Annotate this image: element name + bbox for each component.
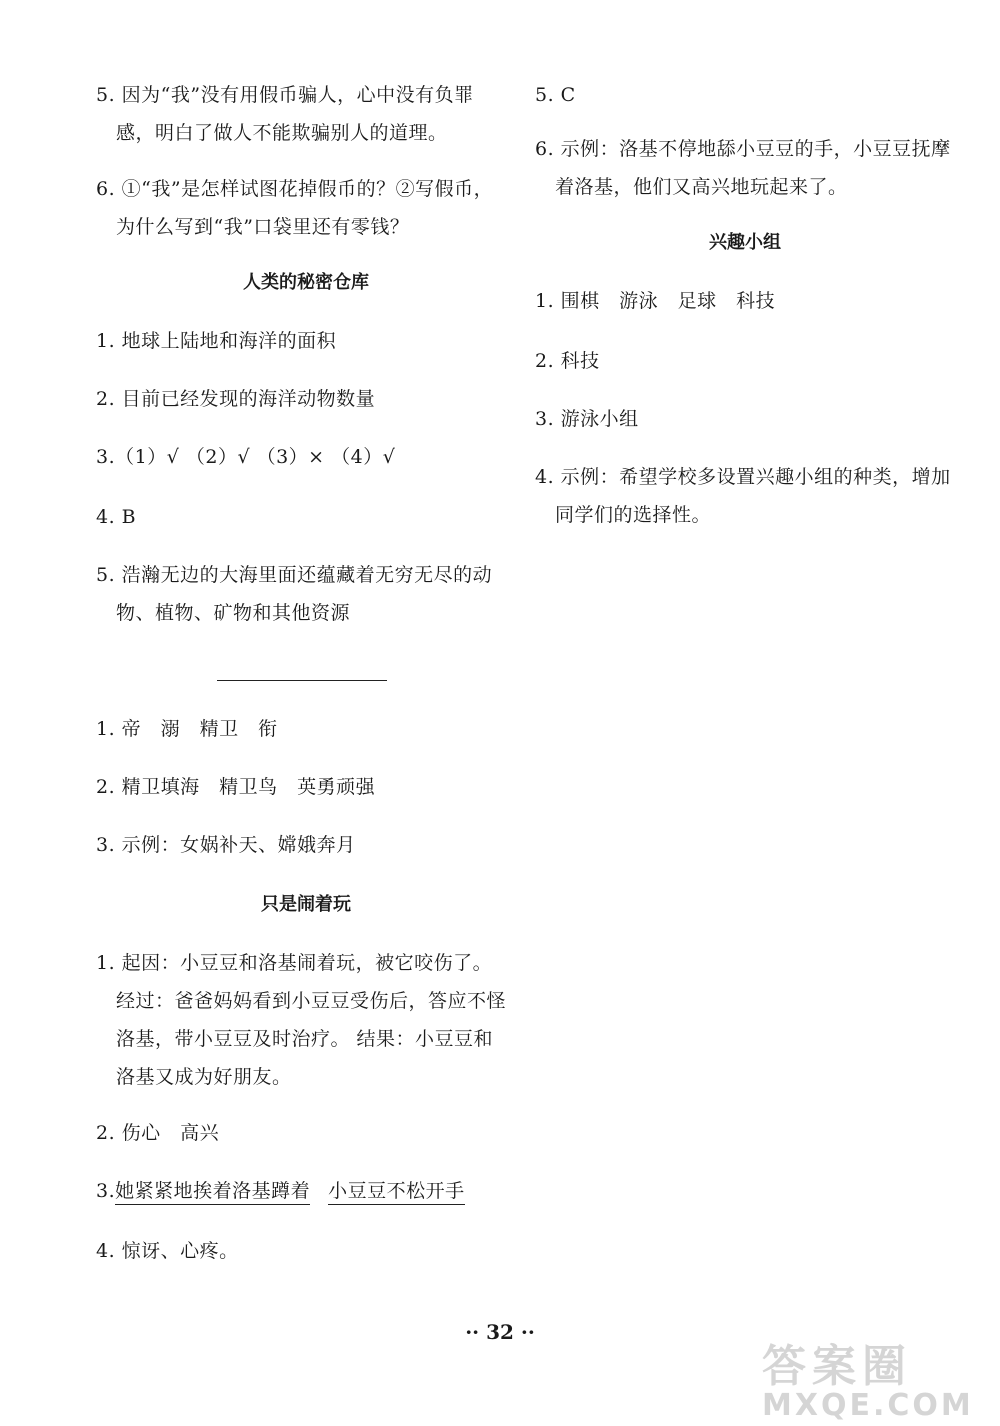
answer-line: 同学们的选择性。	[555, 504, 712, 526]
answer-line: 经过：爸爸妈妈看到小豆豆受伤后，答应不怪	[116, 990, 507, 1012]
answer-item: 1. 地球上陆地和海洋的面积	[96, 330, 337, 352]
answer-line: 5. 因为“我”没有用假币骗人，心中没有负罪	[96, 84, 474, 106]
answer-line: 感，明白了做人不能欺骗别人的道理。	[116, 122, 448, 144]
underlined-answer: 小豆豆不松开手	[328, 1180, 465, 1205]
answer-line: 洛基又成为好朋友。	[116, 1066, 292, 1088]
answer-item: 2. 伤心 高兴	[96, 1122, 220, 1144]
answer-item: 2. 精卫填海 精卫鸟 英勇顽强	[96, 776, 376, 798]
answer-item	[96, 76, 516, 152]
answer-line: 物、植物、矿物和其他资源	[116, 602, 351, 624]
answer-line: 为什么写到“我”口袋里还有零钱？	[116, 216, 410, 238]
answer-line: 洛基，带小豆豆及时治疗。 结果：小豆豆和	[116, 1028, 494, 1050]
answer-item: 1. 帝 溺 精卫 衔	[96, 718, 278, 740]
answer-item: 3. 游泳小组	[535, 408, 639, 430]
watermark-bottom: MXQE.COM	[762, 1388, 974, 1423]
answer-item: 2. 科技	[535, 350, 600, 372]
answer-item	[96, 556, 516, 632]
answer-item: 4. B	[96, 506, 137, 528]
answer-line: 1. 起因：小豆豆和洛基闹着玩，被它咬伤了。	[96, 952, 493, 974]
answer-item: 2. 目前已经发现的海洋动物数量	[96, 388, 376, 410]
answer-line: 6. ①“我”是怎样试图花掉假币的？②写假币，	[96, 178, 494, 200]
answer-item	[96, 1172, 516, 1210]
answer-item: 5. C	[535, 84, 576, 106]
answer-line: 5. 浩瀚无边的大海里面还蕴藏着无穷无尽的动	[96, 564, 493, 586]
answer-item	[96, 170, 516, 246]
answer-number: 3.	[96, 1180, 116, 1202]
answer-item	[535, 130, 955, 206]
answer-item: 4. 惊讶、心疼。	[96, 1240, 239, 1262]
page-number: ·· 32 ··	[465, 1320, 535, 1344]
section-title: 只是闹着玩	[261, 894, 351, 915]
answer-line: 着洛基，他们又高兴地玩起来了。	[555, 176, 848, 198]
answer-item: 3. 示例：女娲补天、嫦娥奔月	[96, 834, 356, 856]
section-title: 人类的秘密仓库	[243, 272, 369, 293]
watermark-top: 答案圈	[762, 1341, 912, 1392]
answer-item	[96, 944, 516, 1096]
answer-item	[535, 458, 955, 534]
answer-line: 4. 示例：希望学校多设置兴趣小组的种类，增加	[535, 466, 951, 488]
answer-line: 6. 示例：洛基不停地舔小豆豆的手，小豆豆抚摩	[535, 138, 951, 160]
blank-title-line	[217, 680, 387, 681]
underlined-answer: 她紧紧地挨着洛基蹲着	[115, 1180, 310, 1205]
answer-item: 3.（1）√ （2）√ （3）× （4）√	[96, 446, 396, 468]
answer-item: 1. 围棋 游泳 足球 科技	[535, 290, 776, 312]
section-title: 兴趣小组	[709, 232, 781, 253]
watermark-logo	[762, 1330, 982, 1423]
